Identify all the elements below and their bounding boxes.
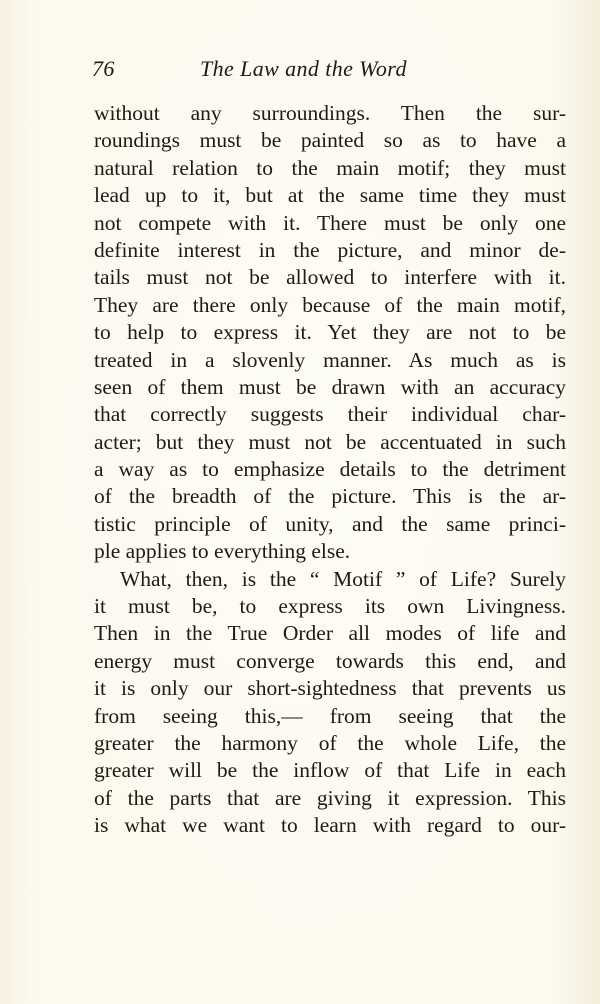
text-line-paragraph-start: What, then, is the “ Motif ” of Life? Surely: [120, 566, 566, 591]
text-line: of the parts that are giving it expression. This: [94, 785, 566, 810]
text-line: that correctly suggests their individual char-: [94, 402, 566, 427]
page-header: [92, 56, 568, 86]
text-line: it is only our short-sightedness that prevents us: [94, 676, 566, 701]
text-line: without any surroundings. Then the sur-: [94, 101, 566, 125]
text-line: from seeing this,— from seeing that the: [94, 703, 566, 728]
text-line: roundings must be painted so as to have a: [94, 128, 566, 153]
text-line: is what we want to learn with regard to our-: [94, 813, 566, 838]
text-line: of the breadth of the picture. This is the ar-: [94, 484, 566, 509]
text-line: They are there only because of the main motif,: [94, 292, 566, 317]
body-text: [94, 100, 566, 840]
text-line: seen of them must be drawn with an accuracy: [94, 374, 566, 399]
text-line: it must be, to express its own Livingness.: [94, 594, 566, 619]
text-line: to help to express it. Yet they are not to be: [94, 320, 566, 345]
text-line: Then in the True Order all modes of life and: [94, 621, 566, 646]
text-line: a way as to emphasize details to the detriment: [94, 457, 566, 482]
page-number: 76: [92, 56, 115, 81]
text-line: natural relation to the main motif; they must: [94, 155, 566, 180]
text-line: tistic principle of unity, and the same princi-: [94, 511, 566, 536]
text-line: energy must converge towards this end, and: [94, 648, 566, 673]
text-line: tails must not be allowed to interfere with it.: [94, 265, 566, 290]
text-line: treated in a slovenly manner. As much as is: [94, 347, 566, 372]
text-line: greater the harmony of the whole Life, the: [94, 730, 566, 755]
text-line-paragraph-end: ple applies to everything else.: [94, 539, 351, 564]
text-line: lead up to it, but at the same time they must: [94, 183, 566, 208]
text-line: not compete with it. There must be only one: [94, 210, 566, 235]
text-line: acter; but they must not be accentuated in such: [94, 429, 566, 454]
running-title: The Law and the Word: [200, 56, 407, 81]
text-line: greater will be the inflow of that Life in each: [94, 758, 566, 783]
text-line: definite interest in the picture, and minor de-: [94, 237, 566, 262]
